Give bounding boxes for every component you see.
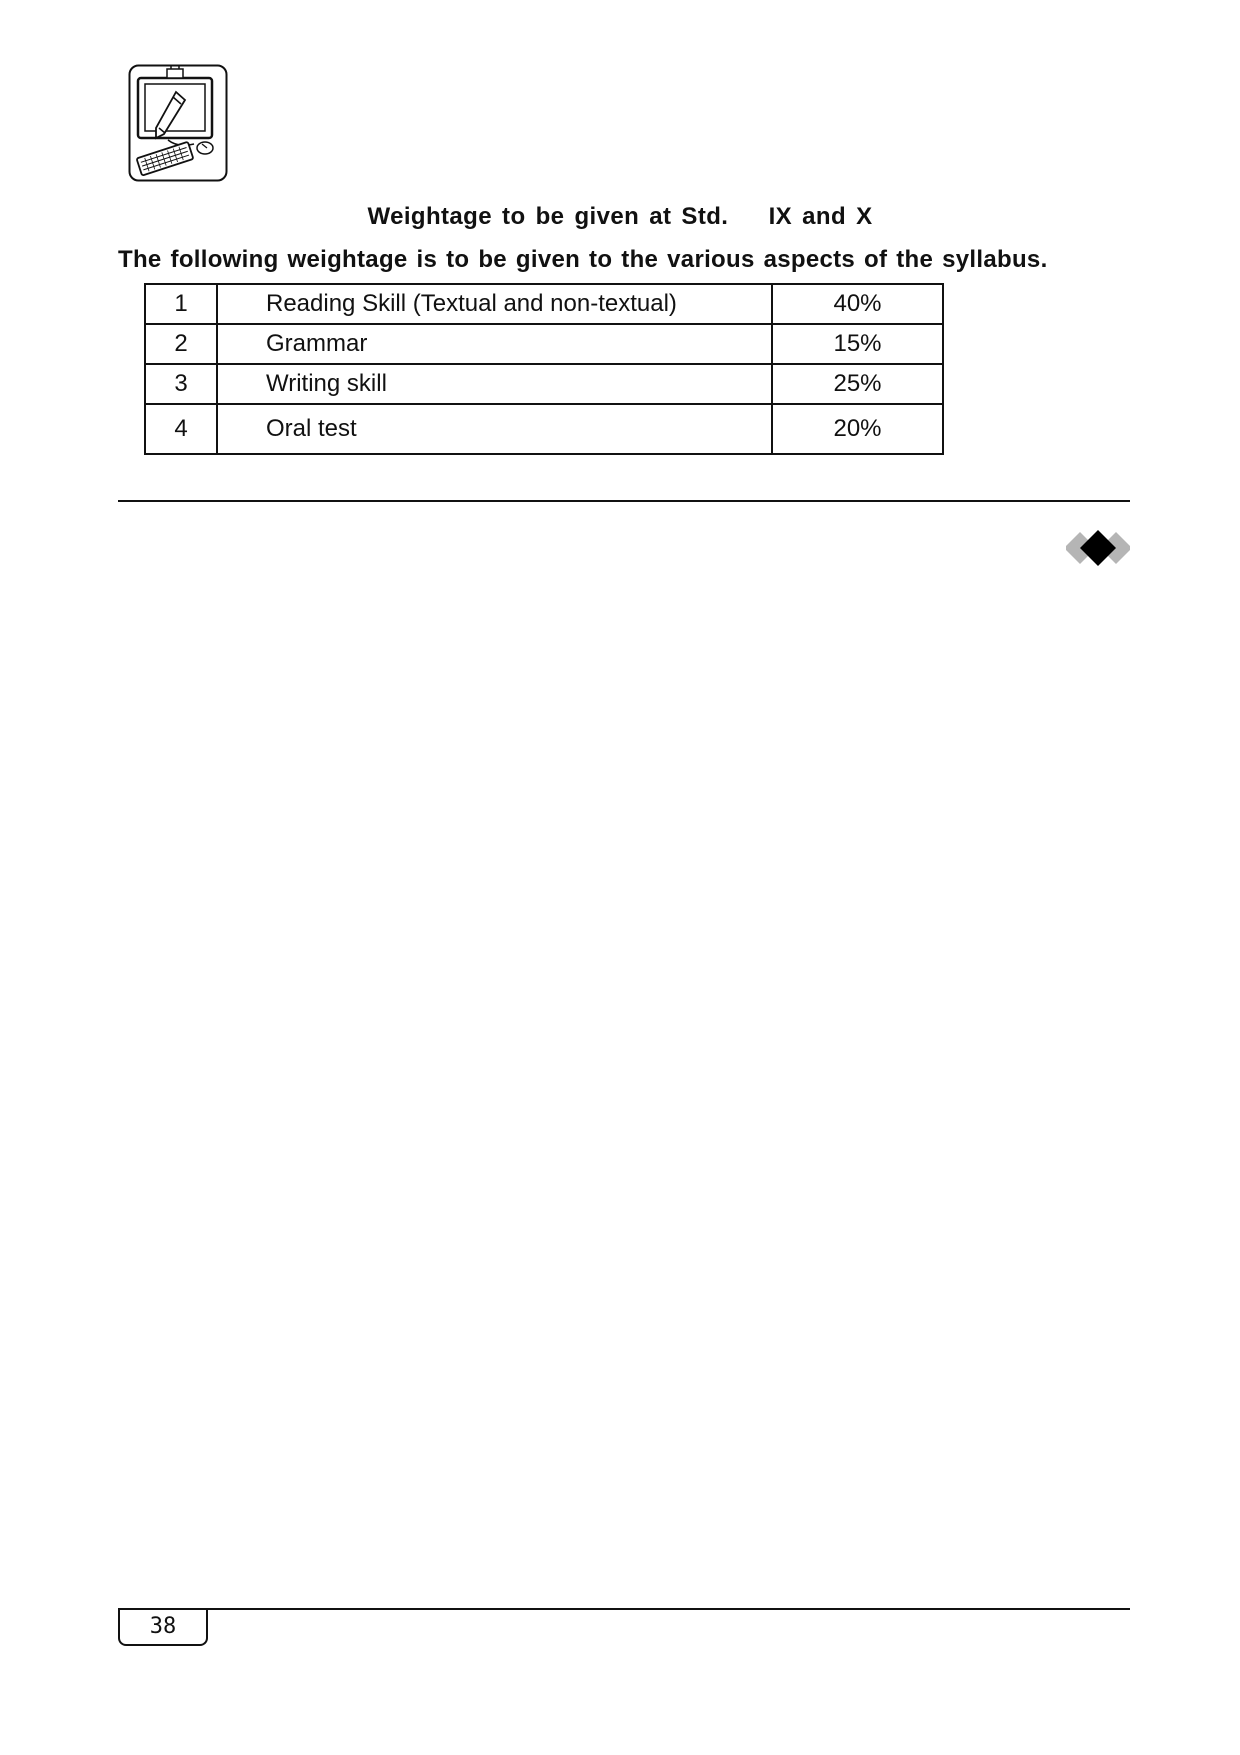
weight-value: 40% <box>772 284 943 324</box>
weight-value: 20% <box>772 404 943 454</box>
table-row <box>145 404 943 454</box>
aspect-label: Reading Skill (Textual and non-textual) <box>217 284 772 324</box>
row-number: 1 <box>145 284 217 324</box>
aspect-label: Writing skill <box>217 364 772 404</box>
aspect-label: Oral test <box>217 404 772 454</box>
page-number: 38 <box>118 1610 208 1646</box>
table-row <box>145 364 943 404</box>
weightage-table <box>144 283 944 455</box>
aspect-label: Grammar <box>217 324 772 364</box>
table-row <box>145 284 943 324</box>
computer-drawing-icon <box>128 64 228 182</box>
weight-value: 25% <box>772 364 943 404</box>
row-number: 2 <box>145 324 217 364</box>
section-divider <box>118 500 1130 502</box>
table-row <box>145 324 943 364</box>
diamond-ornament-icon <box>1066 528 1130 568</box>
page-heading: Weightage to be given at Std. IX and X <box>367 203 873 230</box>
row-number: 3 <box>145 364 217 404</box>
row-number: 4 <box>145 404 217 454</box>
weight-value: 15% <box>772 324 943 364</box>
intro-text: The following weightage is to be given to the various aspects of the syllabus. <box>118 246 1048 273</box>
footer-divider <box>118 1608 1130 1610</box>
